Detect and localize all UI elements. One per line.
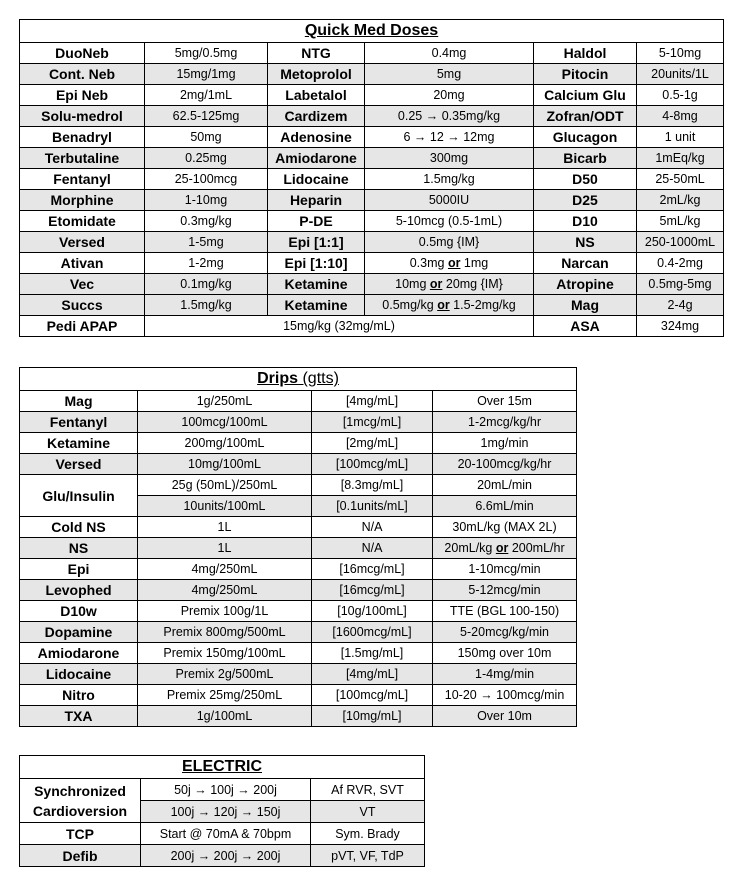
drip-concentration: [16mcg/mL] [312,580,433,601]
med-dose [365,253,534,274]
med-dose: 2mL/kg [637,190,724,211]
drip-rate [433,538,577,559]
drip-concentration: [0.1units/mL] [312,496,433,517]
drip-name: Dopamine [20,622,138,643]
drip-mix: Premix 2g/500mL [138,664,312,685]
med-dose: 0.4-2mg [637,253,724,274]
drip-name: Lidocaine [20,664,138,685]
med-dose: 0.25 → 0.35mg/kg [365,106,534,127]
drip-mix: 100mcg/100mL [138,412,312,433]
drip-rate: 6.6mL/min [433,496,577,517]
drip-concentration: [4mg/mL] [312,391,433,412]
med-name: DuoNeb [20,43,145,64]
med-name: Glucagon [534,127,637,148]
med-name: ASA [534,316,637,337]
drip-concentration: [10g/100mL] [312,601,433,622]
med-dose: 0.3mg/kg [145,211,268,232]
drip-rate: 1-10mcg/min [433,559,577,580]
med-name: Mag [534,295,637,316]
drip-concentration: [100mcg/mL] [312,685,433,706]
med-dose: 5mL/kg [637,211,724,232]
electric-table [19,755,425,867]
drip-mix: Premix 100g/1L [138,601,312,622]
med-name: Metoprolol [268,64,365,85]
electric-indication: pVT, VF, TdP [311,845,425,867]
drip-name: Mag [20,391,138,412]
med-name: Ativan [20,253,145,274]
med-dose: 0.4mg [365,43,534,64]
drip-mix: 1g/250mL [138,391,312,412]
drip-concentration: [2mg/mL] [312,433,433,454]
or-word: or [429,277,443,291]
med-dose: 1mEq/kg [637,148,724,169]
drip-rate: 10-20 → 100mcg/min [433,685,577,706]
or-word: or [495,541,509,555]
electric-indication: VT [311,801,425,823]
med-name: Lidocaine [268,169,365,190]
med-dose: 62.5-125mg [145,106,268,127]
drip-concentration: [1.5mg/mL] [312,643,433,664]
med-name: Pedi APAP [20,316,145,337]
drip-mix: 25g (50mL)/250mL [138,475,312,496]
med-dose: 5000IU [365,190,534,211]
med-name: NS [534,232,637,253]
drip-name: Cold NS [20,517,138,538]
med-name: Benadryl [20,127,145,148]
med-dose: 6 → 12 → 12mg [365,127,534,148]
med-dose: 2-4g [637,295,724,316]
drip-name: Glu/Insulin [20,475,138,517]
med-name: D50 [534,169,637,190]
med-name: Epi [1:1] [268,232,365,253]
med-name: D25 [534,190,637,211]
dose-part: 20mg {IM} [442,277,503,291]
dose-part: 0.3mg [409,256,448,270]
dose-part: 20mL/kg [444,541,496,555]
dose-part: 1.5-2mg/kg [449,298,516,312]
med-dose: 1-5mg [145,232,268,253]
med-name: Haldol [534,43,637,64]
drip-rate: 1mg/min [433,433,577,454]
med-name: P-DE [268,211,365,232]
med-dose: 1.5mg/kg [365,169,534,190]
drips-title [20,368,577,391]
med-name: Epi Neb [20,85,145,106]
drip-mix: 200mg/100mL [138,433,312,454]
electric-energy: 50j → 100j → 200j [141,779,311,801]
drip-name: D10w [20,601,138,622]
med-dose: 4-8mg [637,106,724,127]
electric-title: ELECTRIC [20,756,425,779]
med-name: NTG [268,43,365,64]
med-dose: 0.5-1g [637,85,724,106]
med-name: Bicarb [534,148,637,169]
drip-name: Versed [20,454,138,475]
drip-concentration: [16mcg/mL] [312,559,433,580]
med-dose: 0.1mg/kg [145,274,268,295]
med-name: Versed [20,232,145,253]
drips-title-sub: (gtts) [298,370,339,387]
med-dose: 250-1000mL [637,232,724,253]
synchronized-cardioversion-label [20,779,141,823]
med-dose: 5-10mg [637,43,724,64]
med-dose: 5mg/0.5mg [145,43,268,64]
med-dose: 15mg/kg (32mg/mL) [145,316,534,337]
drip-mix: 1g/100mL [138,706,312,727]
dose-part: 0.5mg/kg [382,298,438,312]
med-name: Solu-medrol [20,106,145,127]
med-dose: 0.5mg-5mg [637,274,724,295]
drip-name: TXA [20,706,138,727]
quick-med-doses-table [19,19,724,337]
drip-rate: 1-2mcg/kg/hr [433,412,577,433]
dose-part: 200mL/hr [508,541,565,555]
med-dose: 50mg [145,127,268,148]
drip-name: Amiodarone [20,643,138,664]
drip-concentration: [10mg/mL] [312,706,433,727]
med-name: Zofran/ODT [534,106,637,127]
med-dose: 15mg/1mg [145,64,268,85]
drip-name: NS [20,538,138,559]
med-dose [365,295,534,316]
or-word: or [437,298,450,312]
dose-part: 1mg [460,256,489,270]
drip-rate: 30mL/kg (MAX 2L) [433,517,577,538]
sync-label-line2: Cardioversion [32,802,128,819]
med-name: Heparin [268,190,365,211]
electric-indication: Af RVR, SVT [311,779,425,801]
med-dose: 20units/1L [637,64,724,85]
med-name: Ketamine [268,274,365,295]
drip-mix: 10mg/100mL [138,454,312,475]
med-name: Vec [20,274,145,295]
drip-mix: 4mg/250mL [138,559,312,580]
drip-name: Fentanyl [20,412,138,433]
drip-concentration: [100mcg/mL] [312,454,433,475]
electric-label: TCP [20,823,141,845]
med-dose: 25-50mL [637,169,724,190]
drip-rate: TTE (BGL 100-150) [433,601,577,622]
med-name: Calcium Glu [534,85,637,106]
drip-rate: 20mL/min [433,475,577,496]
med-name: Narcan [534,253,637,274]
drip-rate: 1-4mg/min [433,664,577,685]
sync-label-line1: Synchronized [34,782,126,799]
med-dose: 1 unit [637,127,724,148]
med-name: Pitocin [534,64,637,85]
med-dose: 0.25mg [145,148,268,169]
med-name: Etomidate [20,211,145,232]
drip-name: Ketamine [20,433,138,454]
med-dose: 2mg/1mL [145,85,268,106]
drip-rate: 150mg over 10m [433,643,577,664]
drip-mix: 1L [138,538,312,559]
med-name: Succs [20,295,145,316]
or-word: or [447,256,461,270]
drip-name: Nitro [20,685,138,706]
drip-rate: 5-12mcg/min [433,580,577,601]
med-name: Fentanyl [20,169,145,190]
drip-name: Levophed [20,580,138,601]
drip-name: Epi [20,559,138,580]
drip-mix: 10units/100mL [138,496,312,517]
med-dose: 0.5mg {IM} [365,232,534,253]
med-name: Amiodarone [268,148,365,169]
drip-concentration: [1600mcg/mL] [312,622,433,643]
med-name: Cont. Neb [20,64,145,85]
electric-label: Defib [20,845,141,867]
med-name: D10 [534,211,637,232]
drip-rate: 5-20mcg/kg/min [433,622,577,643]
med-dose [365,274,534,295]
drip-mix: Premix 150mg/100mL [138,643,312,664]
med-name: Adenosine [268,127,365,148]
med-dose: 25-100mcg [145,169,268,190]
med-name: Atropine [534,274,637,295]
med-name: Morphine [20,190,145,211]
drips-title-main: Drips [257,370,299,387]
med-name: Epi [1:10] [268,253,365,274]
drip-concentration: [1mcg/mL] [312,412,433,433]
med-name: Cardizem [268,106,365,127]
med-dose: 5mg [365,64,534,85]
drip-mix: 1L [138,517,312,538]
electric-energy: 200j → 200j → 200j [141,845,311,867]
electric-energy: 100j → 120j → 150j [141,801,311,823]
drip-concentration: N/A [312,538,433,559]
electric-energy: Start @ 70mA & 70bpm [141,823,311,845]
electric-indication: Sym. Brady [311,823,425,845]
drip-rate: Over 15m [433,391,577,412]
drip-rate: 20-100mcg/kg/hr [433,454,577,475]
med-dose: 300mg [365,148,534,169]
quick-med-doses-title: Quick Med Doses [20,20,724,43]
med-dose: 324mg [637,316,724,337]
drip-rate: Over 10m [433,706,577,727]
dose-part: 10mg [395,277,430,291]
med-name: Labetalol [268,85,365,106]
drip-concentration: [4mg/mL] [312,664,433,685]
drips-table [19,367,577,727]
drip-concentration: N/A [312,517,433,538]
drip-mix: Premix 25mg/250mL [138,685,312,706]
med-dose: 5-10mcg (0.5-1mL) [365,211,534,232]
drip-mix: 4mg/250mL [138,580,312,601]
med-dose: 20mg [365,85,534,106]
med-dose: 1-2mg [145,253,268,274]
med-name: Terbutaline [20,148,145,169]
med-name: Ketamine [268,295,365,316]
drip-mix: Premix 800mg/500mL [138,622,312,643]
med-dose: 1.5mg/kg [145,295,268,316]
drip-concentration: [8.3mg/mL] [312,475,433,496]
med-dose: 1-10mg [145,190,268,211]
